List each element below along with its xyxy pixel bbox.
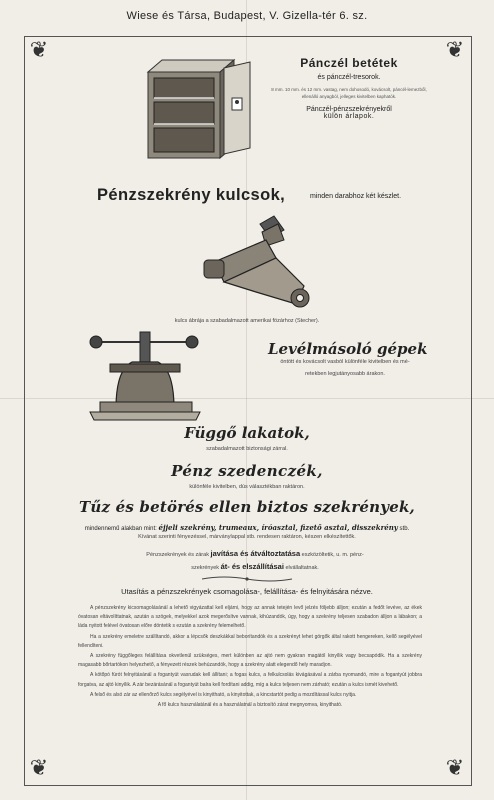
panczel-subtitle: és pánczél-tresorok. (317, 74, 381, 81)
panczel-line2: külön árlapok. (323, 113, 375, 120)
utasitas-title: Utasítás a pénzszekrények csomagolása-, felállítása- és felnyitására nézve. (121, 587, 373, 596)
tuz-szekrenyek-line2: Kívánat szerinti fényezéssel, márványlappal stb. rendesen raktáron, készen elkészítettők. (138, 534, 356, 540)
corner-ornament-top-right-icon: ❦ (445, 38, 465, 63)
panczel-section (266, 56, 432, 120)
javitas-mid: eszközöltetik, u. m. pénz- (301, 552, 364, 558)
fuggo-lakatok-subtitle: szabadalmazott biztonsági zárral. (206, 446, 288, 452)
levelmasolo-description (250, 356, 440, 380)
tuz-line-bold: éjjeli szekrény, trumeaux, íróasztal, fizető asztal, disszekrény (158, 523, 398, 532)
panczel-title: Pánczél betétek (300, 56, 398, 70)
tuz-szekrenyek-line1 (0, 523, 494, 532)
levelmasolo-line1: öntött és kovácsolt vasból különféle kivitelben és mé- (280, 359, 410, 365)
tuz-szekrenyek-title: Tűz és betörés ellen biztos szekrények, (79, 498, 415, 516)
levelmasolo-title: Levélmásoló gépek (268, 340, 428, 358)
javitas-post: elvállaltatnak. (285, 565, 319, 571)
utasitas-paragraph: A pénzszekrény kicsomagolásánál a lehető vigyázattal kell eljárni, hogy az annak tetején levő jelzés följebb álljon; ezután a fedőt levéve, az ékek óvatosan eltávolíttatnak, azután a szögek, melyekkel azok megerősítve vannak, kihúzandók, úgy, hogy a szekrény teljesen szabadon álljon a lábakon; a láda nyitott felével óvatosan előre döntetik s ezután a szekrény felemelhető. (78, 605, 422, 630)
tuz-line-pre: mindennemű alakban mint: (84, 526, 157, 532)
divider-ornament-icon (200, 575, 294, 583)
penz-szedenczek-subtitle: különféle kivitelben, dús választékban raktáron. (189, 484, 305, 490)
key-caption: kulcs ábrája a szabadalmazott amerikai fözárhoz (Stecher). (174, 318, 320, 324)
safe-illustration (142, 52, 254, 162)
panczel-line1: Pánczél-pénzszekrényekről (306, 106, 392, 113)
javitas-bold1: javítása és átváltoztatása (210, 549, 301, 558)
javitas-paragraph (80, 548, 430, 574)
utasitas-paragraph: A fő kulcs használatánál és a használatnál a biztosító zárat megnyomva, kinyitható. (157, 702, 343, 709)
javitas-bold2: át- és elszállításai (220, 562, 284, 571)
copy-press-illustration (86, 330, 204, 422)
fuggo-lakatok-title: Függő lakatok, (184, 424, 310, 442)
corner-ornament-bottom-right-icon: ❦ (445, 756, 465, 781)
levelmasolo-line2: retekben legjutányosabb árakon. (305, 371, 385, 377)
panczel-small-text: 8 mm. 10 mm. és 12 mm. vastag, nem dohosodó, kovácsolt, páncél-lemezből, ellenálló anyagból, jelleges kivitelben kaphatók. (271, 87, 427, 99)
kulcsok-title: Pénzszekrény kulcsok, (97, 186, 286, 204)
corner-ornament-top-left-icon: ❦ (29, 38, 49, 63)
utasitas-paragraph: A felső és alsó zár az ellenőrző kulcs segélyével is kinyitható, a kinyitottak, a kincstartót pedig a mozdítással kulcs nyitja. (90, 691, 357, 698)
kulcsok-subtitle: minden darabhoz két készlet. (310, 193, 402, 200)
javitas-pre: Pénzszekrények és zárak (146, 552, 209, 558)
company-header: Wiese és Társa, Budapest, V. Gizella-tér 6. sz. (126, 10, 368, 22)
penz-szedenczek-title: Pénz szedenczék, (171, 462, 323, 480)
utasitas-paragraph: Ha a szekrény emeletre szállítandó, akkor a lépcsők deszkákkal beborítandók és a szekrényt lehet görgők által rakott hengereken, kellő segélyével fellendíteni. (78, 633, 422, 649)
javitas-pre2: szekrények (191, 565, 220, 571)
utasitas-body (78, 604, 422, 711)
corner-ornament-bottom-left-icon: ❦ (29, 756, 49, 781)
utasitas-paragraph: A szekrény függőleges felállítása okvetlenül szükséges, mert különben az ajtó nem gyakran magától kinyílik vagy becsapódik. Ha a szekrény magasabb bőrtartókon helyezhető, a fényezett részek behúzandók, hogy a szekrény alatt elegendő hely maradjon. (78, 653, 422, 669)
tuz-line-post: stb. (399, 526, 410, 532)
utasitas-paragraph: A kötőpó fúrót felnyitásánál a fogantyút vasrudak kell állítani; a fogas kulcs, a felkulcsolás kivágásával a zárba nyomandó, mire a fogantyút jobbra forgatva, az ajtó kinyílik. A zár bezárásánál a fogantyút balra kell fordítani addig, míg a kulcs teljesen nem zárható; ezután a kulcs ismét kivehető. (78, 672, 422, 688)
key-illustration (200, 212, 318, 316)
